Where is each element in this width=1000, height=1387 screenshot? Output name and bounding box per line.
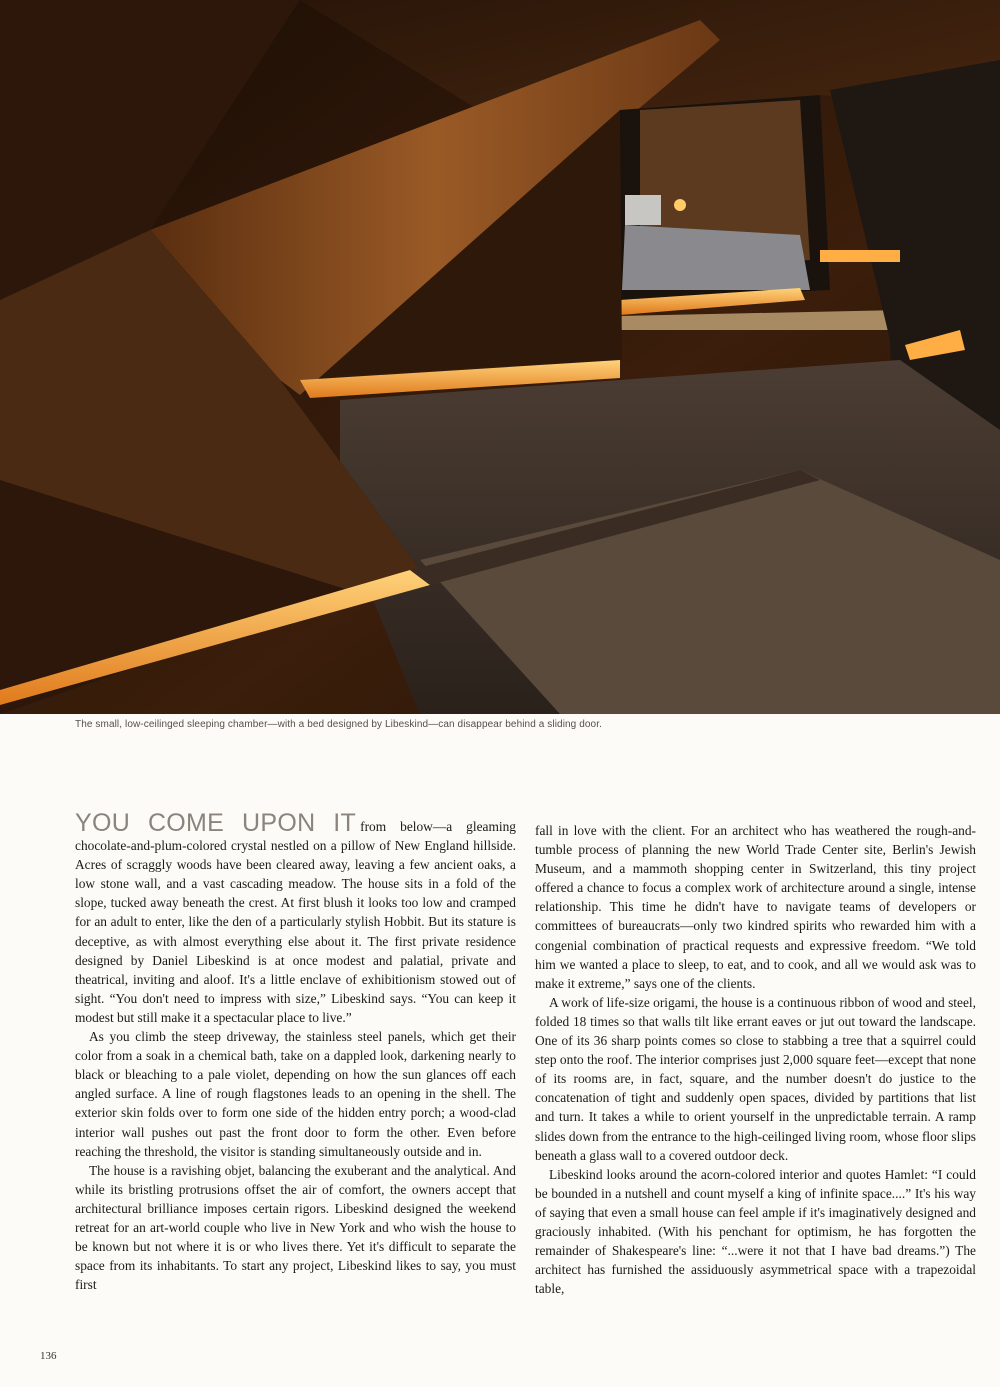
article-paragraph: The house is a ravishing objet, balancing the exuberant and the analytical. And while its bristling protrusions offset the air of comfort, the owners accept that architectural brilliance imposes certain rigors. Libeskind designed the weekend retreat for an art-world couple who live in New York and who wish the house to be known but not where it is or who lives there. Yet it's difficult to separate the space from its inhabitants. To start any project, Libeskind likes to say, you must first xyxy=(75,1162,516,1293)
paragraph-text: from below—a gleaming chocolate-and-plum-colored crystal nestled on a pillow of New England hillside. Acres of scraggly woods have been cleared away, leaving a few ancient oaks, a low stone wall, and a vast cascading meadow. The house sits in a fold of the slope, tucked away beneath the crest. At first blush it looks too low and cramped for an adult to enter, like the den of a particularly stylish Hobbit. But its stature is deceptive, as with almost everything else about it. The first private residence designed by Daniel Libeskind is at once modest and palatial, private and theatrical, inviting and aloof. It's a little enclave of exhibitionism stowed out of sight. “You don't need to impress with size,” Libeskind says. “You can keep it modest but still make it a spectacular place to live.” xyxy=(75,819,516,1025)
article-paragraph xyxy=(75,809,516,1027)
article-paragraph: A work of life-size origami, the house is a continuous ribbon of wood and steel, folded 18 times so that walls tilt like errant eaves or jut out toward the landscape. One of its 36 sharp points comes so close to stabbing a tree that a squirrel could step onto the roof. The interior comprises just 2,000 square feet—except that none of its rooms are, in fact, square, and the number doesn't do justice to the concatenation of tight and suddenly open spaces, divided by partitions that list and turn. It takes a while to orient yourself in the unpredictable terrain. A ramp slides down from the entrance to the high-ceilinged living room, whose floor slips beneath a glass wall to a covered outdoor deck. xyxy=(535,994,976,1163)
article-column-left xyxy=(75,809,516,1294)
article-paragraph: As you climb the steep driveway, the stainless steel panels, which get their color from a soak in a chemical bath, take on a dappled look, darkening nearly to black or bleaching to a pale violet, depending on how the sun glances off each angled surface. A line of rough flagstones leads to an opening in the shell. The exterior skin folds over to form one side of the hidden entry porch; a wood-clad interior wall pushes out past the front door to form the other. Even before reaching the threshold, the visitor is standing simultaneously outside and in. xyxy=(75,1029,516,1159)
article-paragraph: Libeskind looks around the acorn-colored interior and quotes Hamlet: “I could be bounded in a nutshell and count myself a king of infinite space....” It's his way of saying that even a small house can feel ample if it's imaginatively designed and graciously inhabited. (With his penchant for optimism, he has forgotten the remainder of Shakespeare's line: “...were it not that I have bad dreams.”) The architect has furnished the assiduously asymmetrical space with a trapezoidal table, xyxy=(535,1166,976,1297)
article-column-right xyxy=(535,821,976,1298)
page-number: 136 xyxy=(40,1350,57,1362)
article-paragraph: fall in love with the client. For an architect who has weathered the rough-and-tumble process of planning the new World Trade Center site, Berlin's Jewish Museum, and a mammoth shopping center in Switzerland, this tiny project offered a chance to focus a complex work of architecture around a single, intense relationship. This time he didn't have to navigate teams of developers or committees of bureaucrats—only two kindred spirits who rewarded him with a congenial combination of practical requests and expressive freedom. “We told him we wanted a place to sleep, to eat, and to cook, and all we would ask was to make it extreme,” says one of the clients. xyxy=(535,823,976,991)
lead-in: YOU COME UPON IT xyxy=(75,809,357,837)
photo-caption: The small, low-ceilinged sleeping chamber—with a bed designed by Libeskind—can disappear behind a sliding door. xyxy=(75,719,602,730)
